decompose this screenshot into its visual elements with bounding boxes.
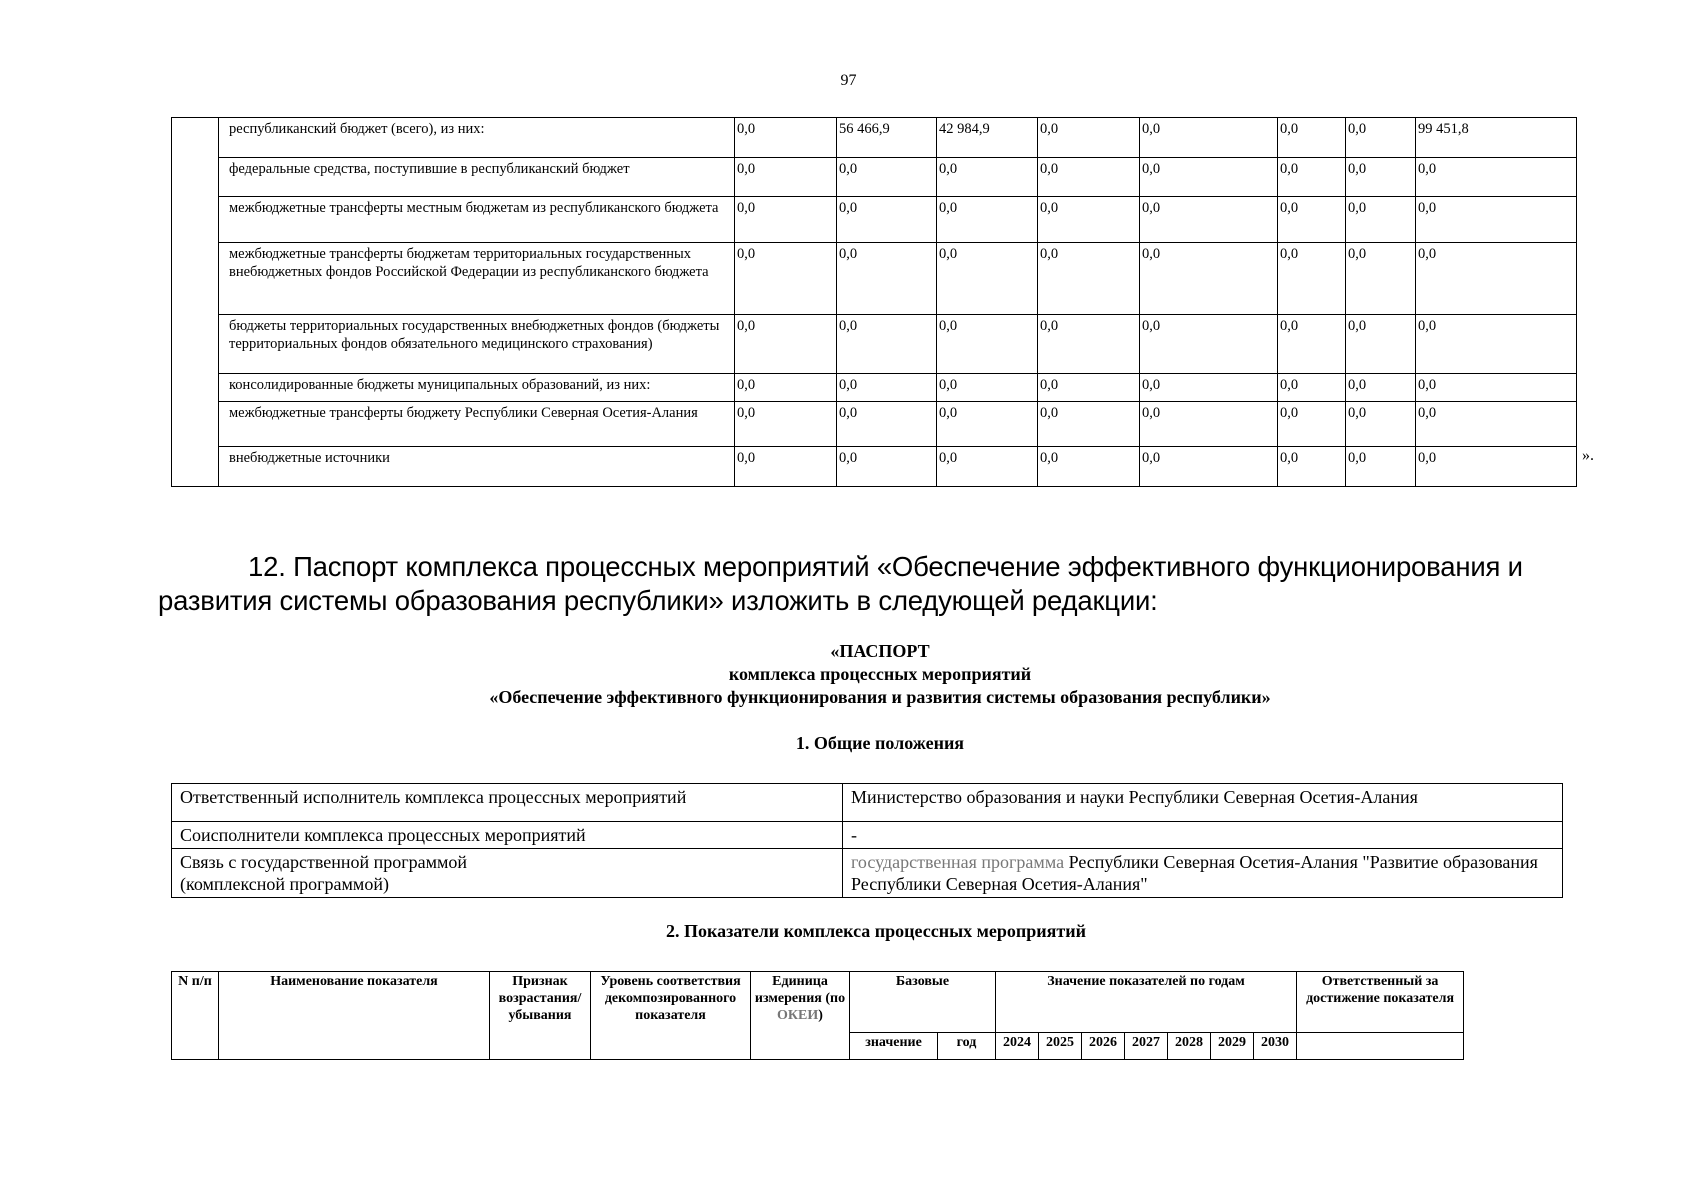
value-cell: 0,0 [837,243,937,315]
table-row [172,374,1577,402]
link-label-line2: (комплексной программой) [180,874,389,894]
table-row [172,822,1563,849]
table-row [172,849,1563,898]
table-row [172,315,1577,374]
value-cell: 99 451,8 [1416,118,1577,158]
value-cell: 0,0 [1140,315,1278,374]
value-cell: 0,0 [1278,402,1346,447]
value-cell: 0,0 [937,447,1038,487]
col-base: Базовые [850,972,996,1033]
value-cell: 0,0 [937,197,1038,243]
value-cell: 0,0 [1346,315,1416,374]
indicators-header-row [172,972,1464,1033]
table-row [172,118,1577,158]
col-year: 2024 [996,1033,1039,1060]
general-provisions-table [171,783,1563,898]
value-cell: 0,0 [735,243,837,315]
value-cell: 0,0 [1038,447,1140,487]
row-indent-cell [172,197,219,243]
value-cell: 0,0 [735,447,837,487]
value-cell: 0,0 [1140,447,1278,487]
value-cell: 0,0 [837,447,937,487]
row-indent-cell [172,447,219,487]
value-cell: 0,0 [837,158,937,197]
row-label [172,849,843,898]
col-base-year: год [938,1033,996,1060]
state-program-link[interactable]: государственная программа [851,852,1065,872]
row-value: - [843,822,1563,849]
table-row [172,197,1577,243]
value-cell: 0,0 [1346,243,1416,315]
indicators-heading: 2. Показатели комплекса процессных мероприятий [665,921,1086,941]
okei-link[interactable]: ОКЕИ [777,1008,819,1023]
table-row [172,784,1563,822]
value-cell: 0,0 [1416,158,1577,197]
passport-complex-name: «Обеспечение эффективного функционирования и развития системы образования республики» [489,687,1271,707]
col-responsible: Ответственный за достижение показателя [1297,972,1464,1033]
value-cell: 0,0 [837,197,937,243]
value-cell: 0,0 [735,158,837,197]
row-indent-cell [172,402,219,447]
section-12-text: 12. Паспорт комплекса процессных мероприятий «Обеспечение эффективного функционирования и развития системы образования республики» изложить в следующей редакции: [158,551,1523,616]
unit-text: Единица измерения (по [754,974,846,1006]
col-year: 2028 [1168,1033,1211,1060]
value-cell: 0,0 [1038,158,1140,197]
row-label: республиканский бюджет (всего), из них: [219,118,735,158]
value-cell: 0,0 [1278,158,1346,197]
row-label: внебюджетные источники [219,447,735,487]
table-row [172,243,1577,315]
value-cell: 0,0 [1416,197,1577,243]
indicators-table [171,971,1464,1060]
value-cell: 0,0 [1416,402,1577,447]
link-label-line1: Связь с государственной программой [180,852,468,872]
row-label: межбюджетные трансферты бюджетам территориальных государственных внебюджетных фондов Российской Федерации из республиканского бюджета [219,243,735,315]
value-cell: 0,0 [1346,402,1416,447]
col-unit [751,972,850,1060]
value-cell: 0,0 [837,402,937,447]
section-12-paragraph [158,550,1578,618]
col-year: 2029 [1211,1033,1254,1060]
col-year: 2027 [1125,1033,1168,1060]
value-cell: 0,0 [1140,197,1278,243]
value-cell: 0,0 [937,402,1038,447]
value-cell: 0,0 [735,374,837,402]
value-cell: 0,0 [1346,374,1416,402]
col-year: 2030 [1254,1033,1297,1060]
closing-quote-mark: ». [1582,447,1594,464]
state-program-name: Республики Северная Осетия-Алания "Развитие образования Республики Северная Осетия-Алания" [851,852,1538,894]
row-label: Соисполнители комплекса процессных мероприятий [172,822,843,849]
passport-title: «ПАСПОРТ [830,641,930,661]
col-level: Уровень соответствия декомпозированного показателя [591,972,751,1060]
value-cell: 0,0 [735,197,837,243]
value-cell: 0,0 [837,315,937,374]
row-value [843,849,1563,898]
value-cell: 0,0 [1038,243,1140,315]
passport-heading [0,640,1697,709]
value-cell: 0,0 [1278,447,1346,487]
value-cell: 0,0 [735,315,837,374]
row-label: федеральные средства, поступившие в республиканский бюджет [219,158,735,197]
col-values-by-year: Значение показателей по годам [996,972,1297,1033]
row-indent-cell [172,243,219,315]
value-cell: 0,0 [1416,315,1577,374]
row-label: межбюджетные трансферты местным бюджетам из республиканского бюджета [219,197,735,243]
col-base-value: значение [850,1033,938,1060]
value-cell: 0,0 [1416,374,1577,402]
value-cell: 0,0 [937,243,1038,315]
col-sign: Признак возрастания/ убывания [490,972,591,1060]
col-indicator-name: Наименование показателя [219,972,490,1060]
row-indent-cell [172,315,219,374]
col-year: 2025 [1039,1033,1082,1060]
value-cell: 0,0 [1346,158,1416,197]
value-cell: 0,0 [1140,243,1278,315]
value-cell: 0,0 [1038,374,1140,402]
page-number: 97 [840,72,857,89]
general-provisions-heading: 1. Общие положения [795,733,965,753]
value-cell: 0,0 [1346,447,1416,487]
table-row [172,447,1577,487]
unit-text-end: ) [818,1008,823,1023]
table-row [172,158,1577,197]
value-cell: 0,0 [1038,315,1140,374]
value-cell: 0,0 [1278,118,1346,158]
value-cell: 0,0 [1278,374,1346,402]
value-cell: 0,0 [1038,197,1140,243]
value-cell: 0,0 [1416,447,1577,487]
value-cell: 0,0 [1140,158,1278,197]
row-label: Ответственный исполнитель комплекса процессных мероприятий [172,784,843,822]
row-indent-cell [172,118,219,158]
value-cell: 0,0 [1038,118,1140,158]
value-cell: 0,0 [1416,243,1577,315]
value-cell: 0,0 [937,315,1038,374]
table-row [172,402,1577,447]
value-cell: 0,0 [1140,118,1278,158]
row-label: консолидированные бюджеты муниципальных образований, из них: [219,374,735,402]
value-cell: 0,0 [1140,374,1278,402]
value-cell: 0,0 [1140,402,1278,447]
value-cell: 0,0 [837,374,937,402]
row-indent-cell [172,158,219,197]
value-cell: 0,0 [735,118,837,158]
value-cell: 0,0 [1346,197,1416,243]
row-label: бюджеты территориальных государственных внебюджетных фондов (бюджеты территориальных фондов обязательного медицинского страхования) [219,315,735,374]
value-cell: 42 984,9 [937,118,1038,158]
value-cell: 0,0 [1038,402,1140,447]
value-cell: 0,0 [937,158,1038,197]
budget-table [171,117,1577,487]
value-cell: 0,0 [735,402,837,447]
row-label: межбюджетные трансферты бюджету Республики Северная Осетия-Алания [219,402,735,447]
value-cell: 0,0 [937,374,1038,402]
col-number: N п/п [172,972,219,1060]
row-indent-cell [172,374,219,402]
value-cell: 56 466,9 [837,118,937,158]
row-value: Министерство образования и науки Республики Северная Осетия-Алания [843,784,1563,822]
col-responsible-blank [1297,1033,1464,1060]
value-cell: 0,0 [1278,197,1346,243]
passport-subtitle: комплекса процессных мероприятий [728,664,1032,684]
value-cell: 0,0 [1278,243,1346,315]
value-cell: 0,0 [1346,118,1416,158]
col-year: 2026 [1082,1033,1125,1060]
value-cell: 0,0 [1278,315,1346,374]
